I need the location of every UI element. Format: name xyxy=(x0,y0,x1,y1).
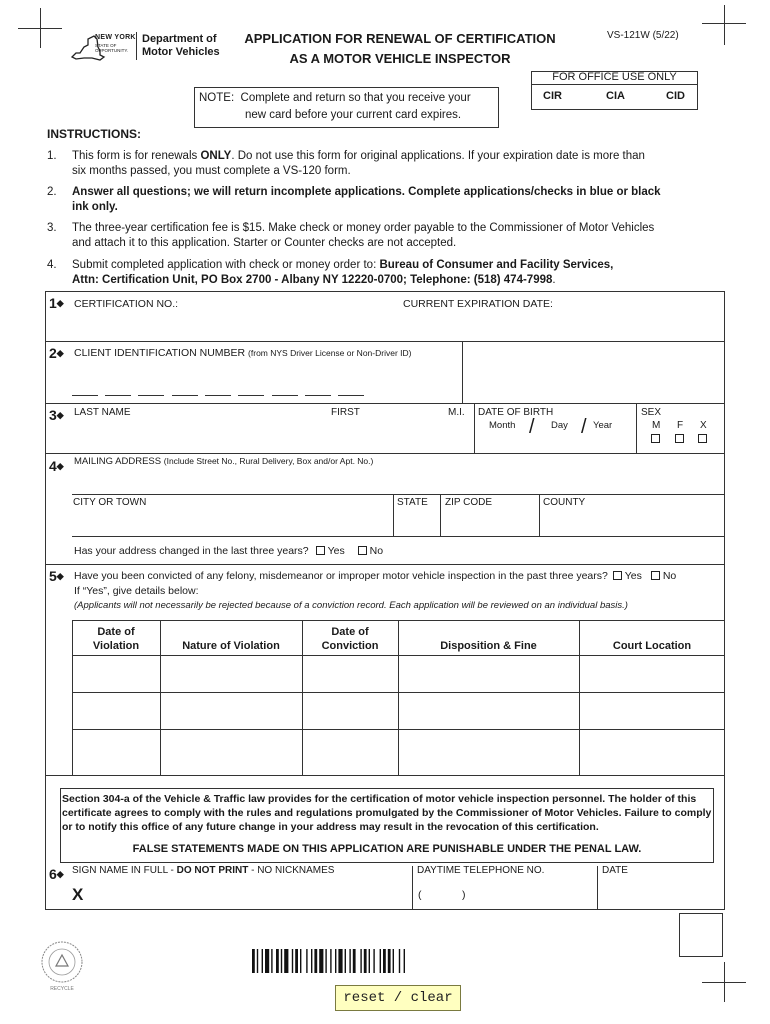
sex-f-checkbox[interactable] xyxy=(675,434,684,443)
dob-slash: / xyxy=(529,416,535,438)
table-cell-input[interactable] xyxy=(162,657,300,691)
dob-day-label: Day xyxy=(551,420,568,431)
col-disposition-fine: Disposition & Fine xyxy=(440,640,537,652)
table-cell-input[interactable] xyxy=(400,657,577,691)
col-divider xyxy=(412,866,413,910)
digit-line xyxy=(72,395,98,396)
digit-line xyxy=(105,395,131,396)
arrow-icon: ◆ xyxy=(56,410,64,420)
barcode-bar xyxy=(306,949,307,973)
conviction-yes-checkbox[interactable] xyxy=(613,571,622,580)
barcode-bar xyxy=(335,949,336,973)
county-field[interactable] xyxy=(542,510,720,534)
digit-line xyxy=(238,395,264,396)
instr-4-num: 4. xyxy=(47,259,57,271)
expiration-date-label: CURRENT EXPIRATION DATE: xyxy=(403,298,553,310)
col-divider xyxy=(597,866,598,910)
instr-4-d: . xyxy=(552,274,556,286)
barcode-bar xyxy=(399,949,400,973)
barcode-bar xyxy=(257,949,258,973)
conviction-no-checkbox[interactable] xyxy=(651,571,660,580)
barcode-bar xyxy=(338,949,342,973)
sex-m-label: M xyxy=(652,420,661,431)
section-6-number: 6◆ xyxy=(49,866,64,882)
first-name-label: FIRST xyxy=(331,407,360,418)
legal-notice-text: Section 304-a of the Vehicle & Traffic law provides for the certification of motor vehicle inspection personnel. The holder of this certificate agrees to comply with the rules and regulations promulgated by the Commissioner of Motor Vehicles. Failure to comply or to notify this office of any future change in your address may result in the revocation of this certification. xyxy=(62,793,712,833)
address-changed-question: Has your address changed in the last three years? xyxy=(74,545,309,557)
instruction-3 xyxy=(72,221,737,251)
barcode-bar xyxy=(319,949,323,973)
barcode-bar xyxy=(369,949,370,973)
if-yes-label: If “Yes”, give details below: xyxy=(74,585,199,597)
sex-f-label: F xyxy=(677,420,684,431)
dmv-name xyxy=(142,33,220,59)
conviction-yes-label: Yes xyxy=(624,570,642,582)
phone-field[interactable] xyxy=(416,880,594,906)
address-changed-row xyxy=(74,545,383,557)
instr-1-num: 1. xyxy=(47,150,57,162)
dob-label: DATE OF BIRTH xyxy=(478,407,554,418)
digit-line xyxy=(172,395,198,396)
state-label: STATE xyxy=(397,497,428,508)
digit-line xyxy=(338,395,364,396)
signature-field[interactable] xyxy=(90,880,408,906)
barcode-bar xyxy=(404,949,405,973)
col-divider xyxy=(462,341,463,403)
col-nature-of-violation: Nature of Violation xyxy=(182,640,280,652)
arrow-icon: ◆ xyxy=(56,869,64,879)
instr-2-num: 2. xyxy=(47,186,57,198)
section-5-number: 5◆ xyxy=(49,568,64,584)
address-changed-yes-checkbox[interactable] xyxy=(316,546,325,555)
instruction-1 xyxy=(72,149,737,179)
instruction-2 xyxy=(72,185,737,215)
last-name-label: LAST NAME xyxy=(74,407,131,418)
barcode-bar xyxy=(373,949,374,973)
instr-1-a: This form is for renewals xyxy=(72,150,201,162)
address-changed-no-label: No xyxy=(369,545,384,557)
instr-1-c: . Do not use this form for original applications. If your expiration date is more than xyxy=(231,150,645,162)
table-cell-input[interactable] xyxy=(304,731,396,773)
table-cell-input[interactable] xyxy=(74,694,158,728)
table-cell-input[interactable] xyxy=(74,731,158,773)
table-cell-input[interactable] xyxy=(304,694,396,728)
barcode-icon xyxy=(252,949,436,973)
barcode-bar xyxy=(393,949,394,973)
sex-x-checkbox[interactable] xyxy=(698,434,707,443)
arrow-icon: ◆ xyxy=(56,348,64,358)
zip-label: ZIP CODE xyxy=(445,497,493,508)
ny-state-sub: STATE OF OPPORTUNITY. xyxy=(95,43,129,53)
col-divider xyxy=(440,494,441,536)
mailing-address-label: MAILING ADDRESS (Include Street No., Rural Delivery, Box and/or Apt. No.) xyxy=(74,456,374,467)
barcode-bar xyxy=(364,949,367,973)
barcode-bar xyxy=(330,949,331,973)
sex-x-label: X xyxy=(700,420,707,431)
barcode-bar xyxy=(295,949,298,973)
form-title-line2: AS A MOTOR VEHICLE INSPECTOR xyxy=(289,51,511,66)
row-divider xyxy=(45,453,725,454)
signature-x: X xyxy=(72,885,84,904)
seal-text: RECYCLE xyxy=(50,986,74,992)
barcode-bar xyxy=(345,949,346,973)
note-line2: new card before your current card expires. xyxy=(245,109,462,121)
ny-state-label: NEW YORK xyxy=(95,34,136,41)
county-label: COUNTY xyxy=(543,497,586,508)
barcode-bar xyxy=(314,949,317,973)
address-changed-yes-label: Yes xyxy=(327,545,345,557)
dob-year-label: Year xyxy=(593,420,613,431)
row-divider xyxy=(72,536,725,537)
mi-field[interactable] xyxy=(446,420,472,450)
recycle-seal-icon xyxy=(40,940,84,984)
barcode-bar xyxy=(284,949,288,973)
barcode-bar xyxy=(262,949,263,973)
mi-label: M.I. xyxy=(448,407,465,418)
instr-1-b: ONLY xyxy=(200,150,232,162)
digit-line xyxy=(272,395,298,396)
barcode-bar xyxy=(360,949,361,973)
conviction-no-label: No xyxy=(662,570,677,582)
col-divider xyxy=(539,494,540,536)
crop-mark xyxy=(724,5,725,45)
cert-no-label: CERTIFICATION NO.: xyxy=(74,298,179,310)
barcode-bar xyxy=(349,949,350,973)
barcode-bar xyxy=(380,949,381,973)
sex-label: SEX xyxy=(641,407,662,418)
form-id: VS-121W (5/22) xyxy=(607,30,679,41)
office-use-label: FOR OFFICE USE ONLY xyxy=(552,71,677,83)
conviction-row xyxy=(74,570,676,582)
client-id-field[interactable] xyxy=(72,365,462,399)
barcode-bar xyxy=(353,949,356,973)
reset-clear-button[interactable]: reset / clear xyxy=(335,985,461,1011)
col-divider xyxy=(474,403,475,453)
instr-4-c: Attn: Certification Unit, PO Box 2700 - Albany NY 12220-0700; Telephone: (518) 474-7998 xyxy=(72,274,553,286)
form-title-line1: APPLICATION FOR RENEWAL OF CERTIFICATION xyxy=(244,31,556,46)
barcode-bar xyxy=(276,949,279,973)
table-cell-input[interactable] xyxy=(162,731,300,773)
corner-box xyxy=(679,913,723,957)
barcode-bar xyxy=(300,949,301,973)
row-divider xyxy=(45,564,725,565)
col-date-of-violation: Date of Violation xyxy=(92,626,140,652)
instr-3-b: and attach it to this application. Starter or Counter checks are not accepted. xyxy=(72,237,457,249)
expiration-date-field[interactable] xyxy=(565,296,720,336)
barcode-bar xyxy=(281,949,282,973)
digit-line xyxy=(305,395,331,396)
table-cell-input[interactable] xyxy=(74,657,158,691)
address-changed-no-checkbox[interactable] xyxy=(358,546,367,555)
office-cia: CIA xyxy=(606,90,625,102)
table-border xyxy=(45,775,725,776)
instr-2-a: Answer all questions; we will return incomplete applications. Complete applications/checks in blue or black xyxy=(72,186,661,198)
instr-1-d: six months passed, you must complete a VS-120 form. xyxy=(72,165,351,177)
cert-no-field[interactable] xyxy=(178,296,388,336)
instruction-4 xyxy=(72,258,737,288)
penal-warning: FALSE STATEMENTS MADE ON THIS APPLICATION ARE PUNISHABLE UNDER THE PENAL LAW. xyxy=(132,843,642,855)
crop-mark xyxy=(724,962,725,1002)
date-label: DATE xyxy=(602,865,628,876)
row-divider xyxy=(45,341,725,342)
row-divider xyxy=(72,494,725,495)
conviction-question: Have you been convicted of any felony, misdemeanor or improper motor vehicle inspection in the past three years? xyxy=(74,570,608,582)
table-cell-input[interactable] xyxy=(581,731,723,773)
crop-mark xyxy=(40,8,41,48)
barcode-bar xyxy=(292,949,293,973)
col-divider xyxy=(636,403,637,453)
first-name-field[interactable] xyxy=(329,420,439,450)
phone-paren-close: ) xyxy=(462,889,466,901)
mailing-address-field[interactable] xyxy=(72,470,717,492)
date-field[interactable] xyxy=(601,880,721,906)
barcode-bar xyxy=(325,949,326,973)
last-name-field[interactable] xyxy=(72,420,322,450)
dob-slash: / xyxy=(581,416,587,438)
zip-field[interactable] xyxy=(443,510,537,534)
dept-line2: Motor Vehicles xyxy=(142,46,220,58)
instructions-heading: INSTRUCTIONS: xyxy=(47,127,141,141)
sign-label: SIGN NAME IN FULL - DO NOT PRINT - NO NICKNAMES xyxy=(72,865,335,876)
section-1-number: 1◆ xyxy=(49,295,64,311)
office-cir: CIR xyxy=(543,90,562,102)
col-court-location: Court Location xyxy=(612,640,692,652)
dob-field[interactable] xyxy=(478,432,628,450)
instr-3-a: The three-year certification fee is $15. Make check or money order payable to the Commissioner of Motor Vehicles xyxy=(72,222,655,234)
office-cid: CID xyxy=(666,90,685,102)
table-cell-input[interactable] xyxy=(400,731,577,773)
dob-month-label: Month xyxy=(489,420,516,431)
phone-paren-open: ( xyxy=(418,889,422,901)
row-divider xyxy=(45,403,725,404)
arrow-icon: ◆ xyxy=(56,571,64,581)
barcode-bar xyxy=(252,949,255,973)
barcode-bar xyxy=(388,949,391,973)
table-cell-input[interactable] xyxy=(581,657,723,691)
section-3-number: 3◆ xyxy=(49,407,64,423)
city-label: CITY OR TOWN xyxy=(73,497,147,508)
instr-2-b: ink only. xyxy=(72,201,118,213)
logo-divider xyxy=(136,32,137,60)
table-cell-input[interactable] xyxy=(304,657,396,691)
instr-3-num: 3. xyxy=(47,222,57,234)
table-cell-input[interactable] xyxy=(400,694,577,728)
client-id-label: CLIENT IDENTIFICATION NUMBER (from NYS Driver License or Non-Driver ID) xyxy=(74,347,412,359)
section-4-number: 4◆ xyxy=(49,458,64,474)
office-use-divider xyxy=(531,84,698,85)
table-cell-input[interactable] xyxy=(581,694,723,728)
barcode-bar xyxy=(311,949,312,973)
barcode-bar xyxy=(383,949,386,973)
note-line1: NOTE: Complete and return so that you receive your xyxy=(199,92,471,104)
instr-4-a: Submit completed application with check or money order to: xyxy=(72,259,380,271)
dept-line1: Department of xyxy=(142,33,217,45)
instr-4-b: Bureau of Consumer and Facility Services, xyxy=(379,259,614,271)
arrow-icon: ◆ xyxy=(56,298,64,308)
sex-m-checkbox[interactable] xyxy=(651,434,660,443)
barcode-bar xyxy=(271,949,272,973)
arrow-icon: ◆ xyxy=(56,461,64,471)
col-date-of-conviction: Date of Conviction xyxy=(321,626,379,652)
state-field[interactable] xyxy=(396,510,438,534)
col-divider xyxy=(393,494,394,536)
digit-line xyxy=(138,395,164,396)
phone-label: DAYTIME TELEPHONE NO. xyxy=(417,865,545,876)
conviction-note: (Applicants will not necessarily be rejected because of a conviction record. Each application will be reviewed on an individual basis.) xyxy=(74,600,628,611)
table-cell-input[interactable] xyxy=(162,694,300,728)
city-field[interactable] xyxy=(72,510,390,534)
section-2-number: 2◆ xyxy=(49,345,64,361)
barcode-bar xyxy=(265,949,269,973)
digit-line xyxy=(205,395,231,396)
